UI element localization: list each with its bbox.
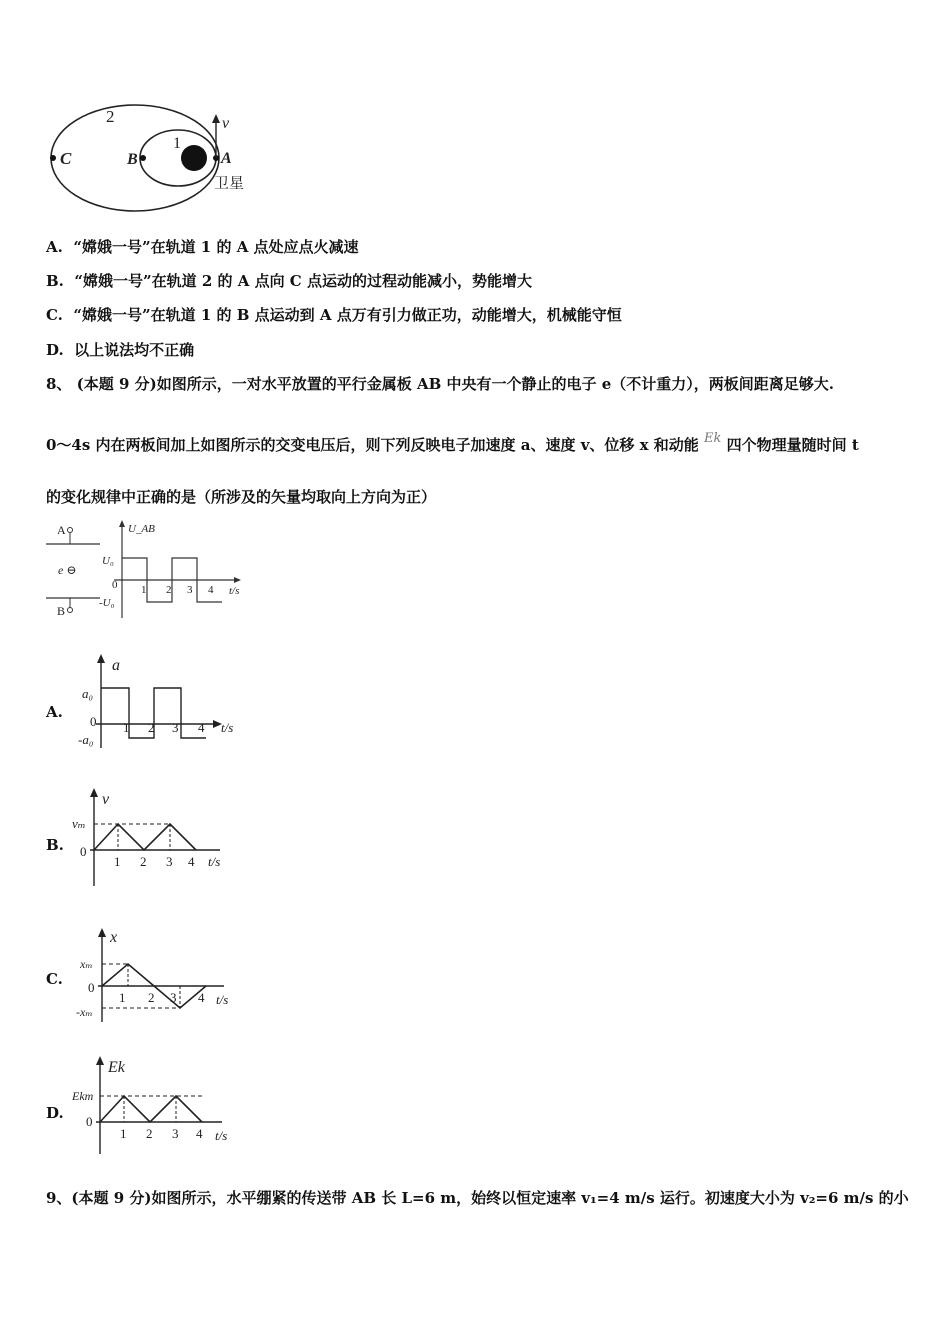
q7-option-c[interactable]: C. “嫦娥一号”在轨道 1 的 B 点运动到 A 点万有引力做正功，动能增大，机械能守恒 bbox=[46, 306, 622, 324]
graph-d-tick-3: 3 bbox=[172, 1126, 179, 1141]
point-a-label: A bbox=[221, 150, 232, 167]
graph-c-ylabel: x bbox=[110, 929, 118, 946]
q8-stem-line2a: 0～4s 内在两板间加上如图所示的交变电压后，则下列反映电子加速度 a、速度 v、位移 x 和动能 bbox=[46, 436, 699, 454]
graph-a-origin: 0 bbox=[90, 714, 97, 729]
voltage-tick-2: 2 bbox=[166, 584, 172, 596]
graph-c-xlabel: t/s bbox=[216, 992, 229, 1007]
graph-a-tick-3: 3 bbox=[172, 720, 179, 735]
graph-a-tick-4: 4 bbox=[198, 720, 205, 735]
choice-a-letter[interactable]: A. bbox=[46, 703, 63, 721]
voltage-tick-3: 3 bbox=[187, 584, 193, 596]
voltage-ylabel: U_AB bbox=[128, 523, 155, 535]
graph-b-tick-1: 1 bbox=[114, 854, 121, 869]
graph-a bbox=[76, 652, 246, 752]
voltage-yneg: -U₀ bbox=[99, 597, 115, 609]
orbit-diagram bbox=[40, 100, 270, 220]
graph-b bbox=[70, 784, 240, 888]
q9-stem-line1: 9、(本题 9 分)如图所示，水平绷紧的传送带 AB 长 L=6 m，始终以恒定速率 v₁=4 m/s 运行。初速度大小为 v₂=6 m/s 的小 bbox=[46, 1189, 909, 1207]
graph-d-ylabel: Ek bbox=[108, 1059, 125, 1076]
voltage-tick-4: 4 bbox=[208, 584, 214, 596]
choice-c-letter[interactable]: C. bbox=[46, 970, 63, 988]
graph-d bbox=[70, 1052, 242, 1156]
graph-a-ylabel: a bbox=[112, 657, 120, 674]
q8-stem-line3: 的变化规律中正确的是（所涉及的矢量均取向上方向为正） bbox=[46, 488, 437, 506]
voltage-diagram bbox=[44, 518, 254, 622]
graph-c bbox=[72, 924, 242, 1024]
graph-c-yneg: -xₘ bbox=[76, 1005, 93, 1019]
q7-option-a[interactable]: A. “嫦娥一号”在轨道 1 的 A 点处应点火减速 bbox=[46, 238, 359, 256]
satellite-label: 卫星 bbox=[214, 176, 245, 192]
graph-a-ypos: a₀ bbox=[82, 686, 94, 701]
graph-b-tick-2: 2 bbox=[140, 854, 147, 869]
point-c-label: C bbox=[60, 149, 72, 168]
plate-a-label: A bbox=[57, 523, 66, 537]
graph-a-yneg: -a₀ bbox=[78, 732, 94, 747]
graph-c-tick-3: 3 bbox=[170, 990, 177, 1005]
graph-a-tick-1: 1 bbox=[123, 720, 130, 735]
electron-label: e ⊖ bbox=[58, 563, 77, 577]
graph-d-xlabel: t/s bbox=[215, 1128, 228, 1143]
q8-stem-line2b: 四个物理量随时间 t bbox=[726, 436, 859, 454]
point-b-label: B bbox=[127, 151, 138, 168]
graph-c-tick-1: 1 bbox=[119, 990, 126, 1005]
plate-b-label: B bbox=[57, 604, 66, 618]
voltage-tick-1: 1 bbox=[141, 584, 147, 596]
graph-b-tick-3: 3 bbox=[166, 854, 173, 869]
orbit1-label: 1 bbox=[173, 135, 181, 152]
graph-d-origin: 0 bbox=[86, 1114, 93, 1129]
graph-a-xlabel: t/s bbox=[221, 720, 234, 735]
voltage-ypos: U₀ bbox=[102, 555, 114, 567]
graph-b-ylabel: v bbox=[102, 791, 110, 808]
velocity-label: v bbox=[222, 115, 230, 132]
graph-b-origin: 0 bbox=[80, 844, 87, 859]
q8-stem-line1: 8、 (本题 9 分)如图所示，一对水平放置的平行金属板 AB 中央有一个静止的电子 e（不计重力），两板间距离足够大. bbox=[46, 375, 834, 393]
choice-b-letter[interactable]: B. bbox=[46, 836, 64, 854]
q8-stem-line2 bbox=[46, 431, 859, 455]
graph-b-ypos: vₘ bbox=[72, 816, 86, 831]
voltage-xlabel: t/s bbox=[229, 585, 240, 597]
graph-c-origin: 0 bbox=[88, 980, 95, 995]
voltage-origin: 0 bbox=[112, 579, 118, 591]
graph-c-tick-4: 4 bbox=[198, 990, 205, 1005]
graph-d-tick-4: 4 bbox=[196, 1126, 203, 1141]
graph-d-tick-1: 1 bbox=[120, 1126, 127, 1141]
choice-d-letter[interactable]: D. bbox=[46, 1104, 64, 1122]
graph-c-tick-2: 2 bbox=[148, 990, 155, 1005]
graph-d-ypos: Ekm bbox=[72, 1089, 94, 1103]
graph-b-tick-4: 4 bbox=[188, 854, 195, 869]
orbit2-label: 2 bbox=[106, 107, 115, 126]
graph-d-tick-2: 2 bbox=[146, 1126, 153, 1141]
q7-option-b[interactable]: B. “嫦娥一号”在轨道 2 的 A 点向 C 点运动的过程动能减小，势能增大 bbox=[46, 272, 532, 290]
graph-b-xlabel: t/s bbox=[208, 854, 221, 869]
graph-a-tick-2: 2 bbox=[148, 720, 155, 735]
ek-symbol: Ek bbox=[704, 431, 722, 446]
q7-option-d[interactable]: D. 以上说法均不正确 bbox=[46, 341, 195, 359]
graph-c-ypos: xₘ bbox=[80, 957, 93, 971]
